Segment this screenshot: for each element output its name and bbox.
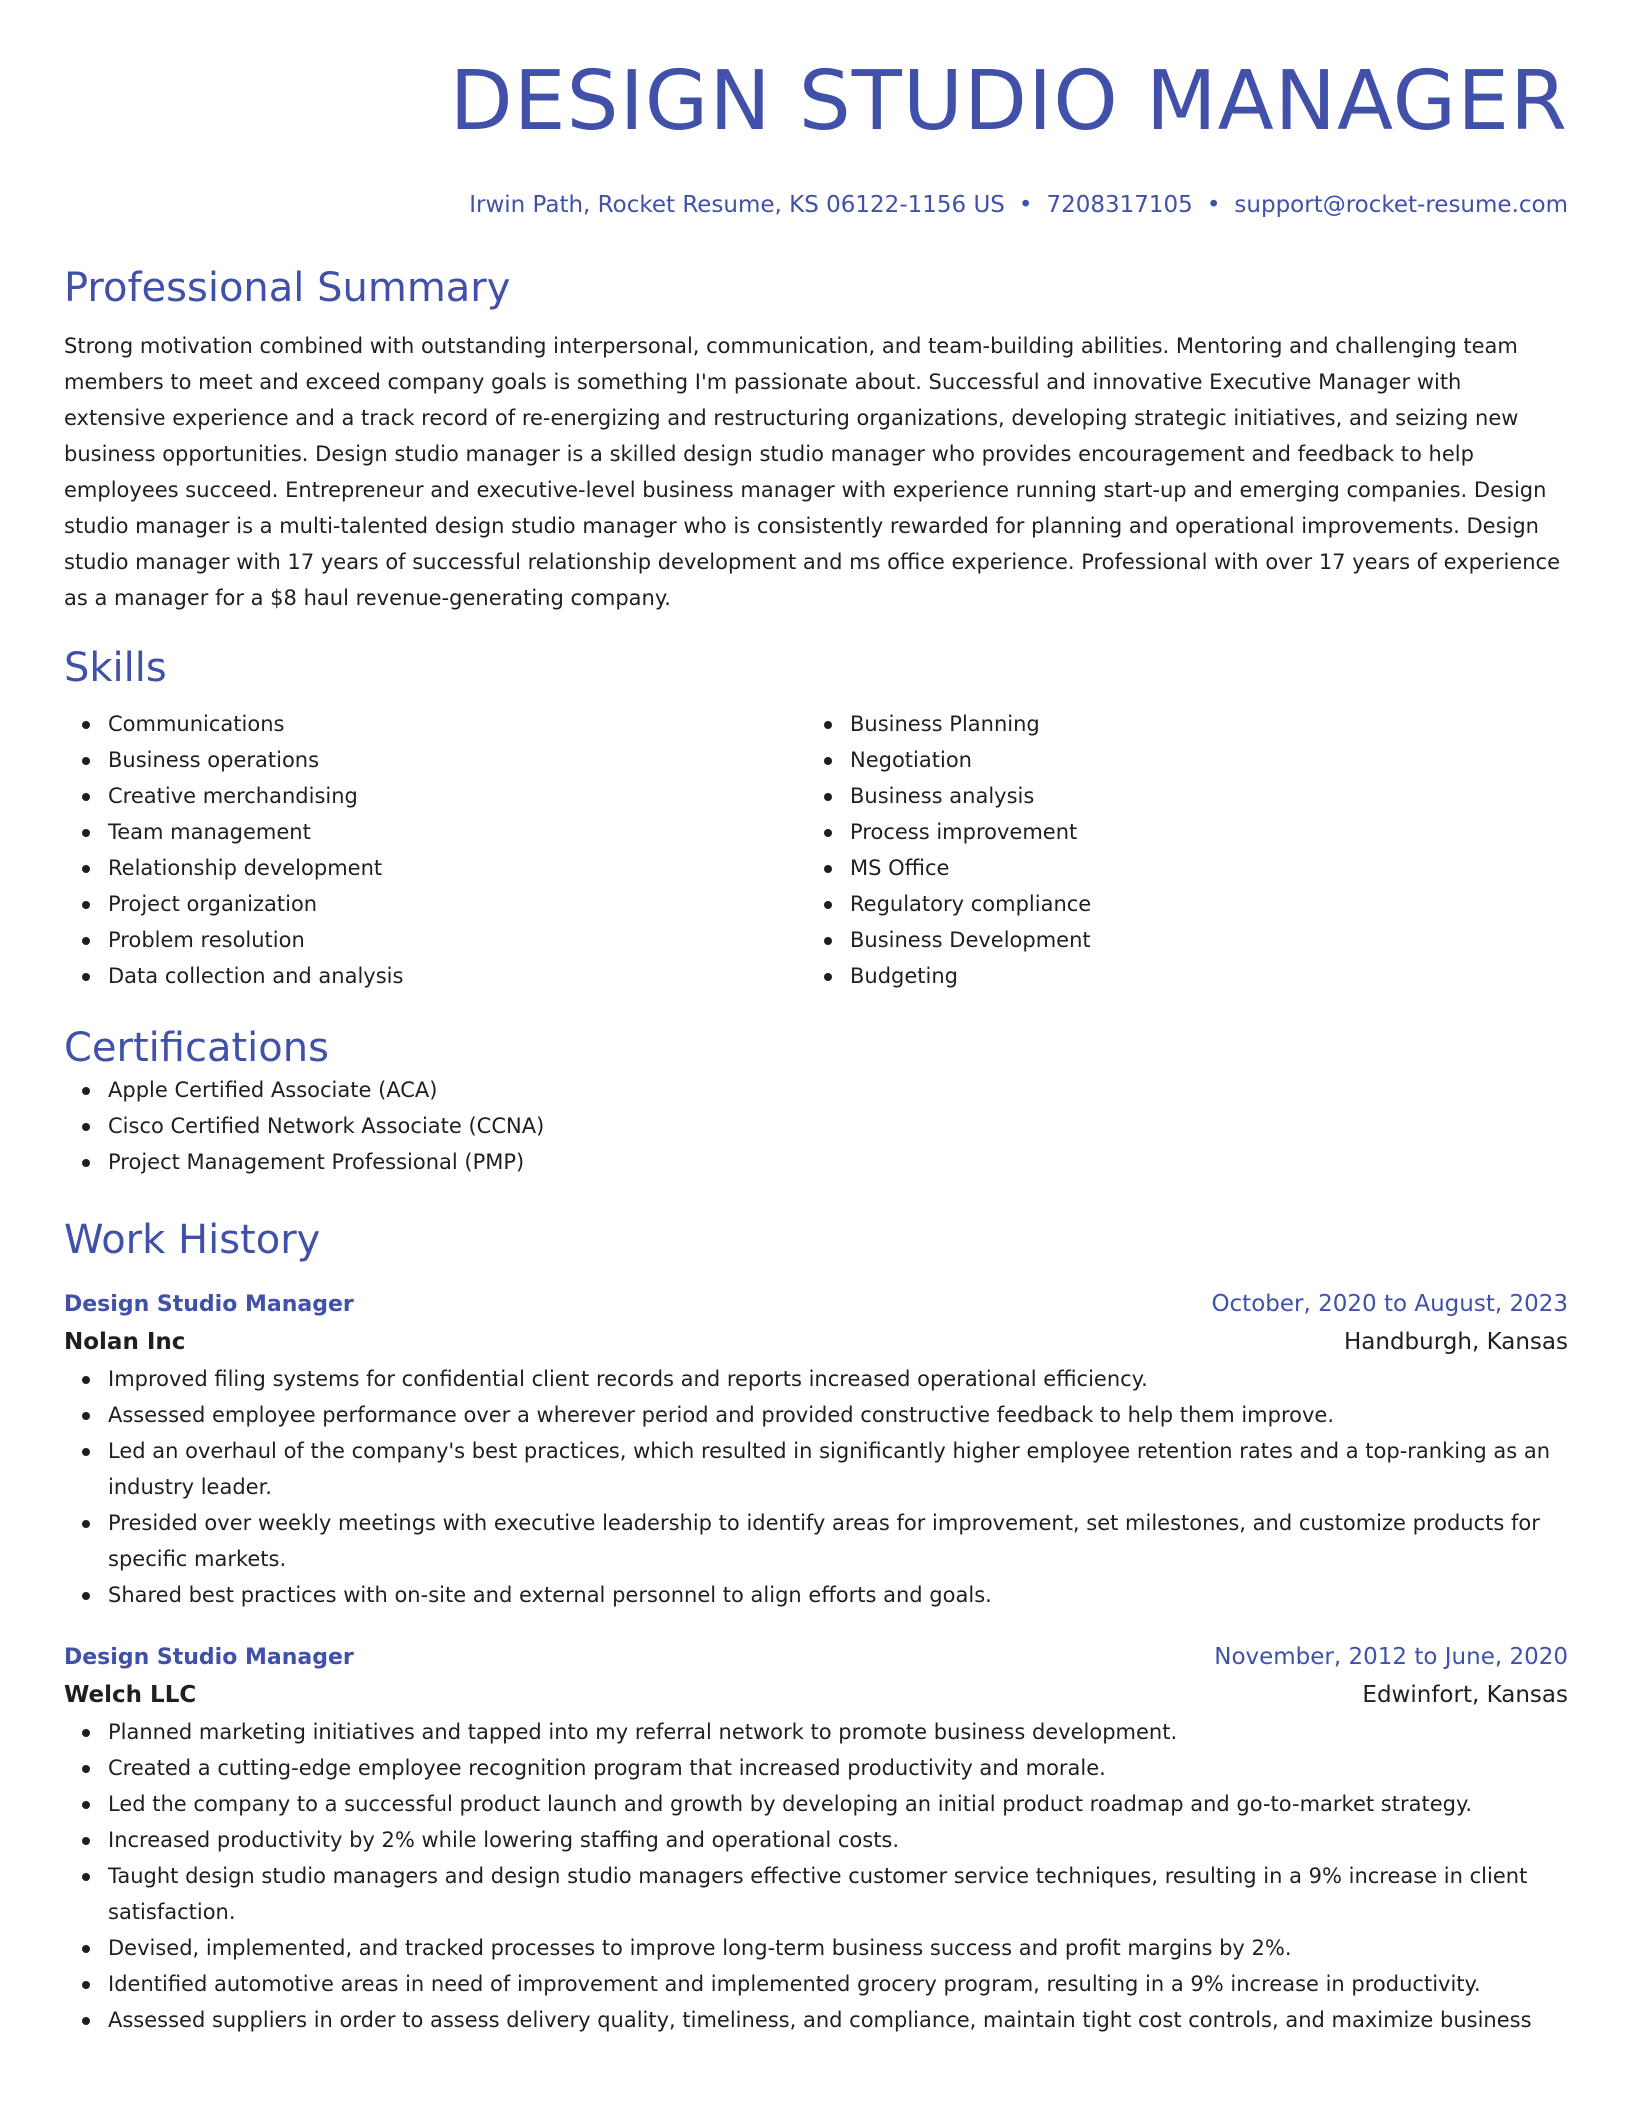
job-company: Welch LLC: [64, 1682, 197, 1708]
job-bullet: Increased productivity by 2% while lowering staffing and operational costs.: [108, 1822, 1568, 1858]
skill-item: Negotiation: [850, 742, 1548, 778]
candidate-title: DESIGN STUDIO MANAGER: [449, 54, 1568, 149]
job-bullet: Taught design studio managers and design studio managers effective customer service techniques, resulting in a 9% increase in client satisfaction.: [108, 1858, 1568, 1930]
job-bullet: Led an overhaul of the company's best practices, which resulted in significantly higher employee retention rates and a top-ranking as an industry leader.: [108, 1433, 1568, 1505]
contact-email[interactable]: support@rocket-resume.com: [1234, 192, 1568, 218]
section-title-work-history: Work History: [64, 1217, 321, 1263]
job-bullet: Shared best practices with on-site and external personnel to align efforts and goals.: [108, 1577, 1568, 1613]
job-bullet: Devised, implemented, and tracked processes to improve long-term business success and profit margins by 2%.: [108, 1930, 1568, 1966]
job-bullet: Presided over weekly meetings with executive leadership to identify areas for improvement, set milestones, and customize products for specific markets.: [108, 1505, 1568, 1577]
job-title: Design Studio Manager: [64, 1292, 354, 1317]
skill-item: Business Development: [850, 922, 1548, 958]
job-bullets: [64, 1361, 1568, 1613]
job-bullet: Led the company to a successful product launch and growth by developing an initial product roadmap and go-to-market strategy.: [108, 1786, 1568, 1822]
contact-address: Irwin Path, Rocket Resume, KS 06122-1156 US: [469, 192, 1005, 218]
job-bullet: Assessed suppliers in order to assess delivery quality, timeliness, and compliance, maintain tight cost controls, and maximize business: [108, 2002, 1568, 2038]
skills-section: [64, 644, 1568, 994]
skills-columns: [64, 706, 1568, 994]
contact-separator: •: [1018, 192, 1033, 218]
skill-item: Business Planning: [850, 706, 1548, 742]
contact-line: [64, 190, 1568, 220]
job-dates: October, 2020 to August, 2023: [1211, 1291, 1568, 1317]
skill-item: Problem resolution: [108, 922, 806, 958]
job-company: Nolan Inc: [64, 1329, 186, 1355]
certification-item: Apple Certified Associate (ACA): [108, 1072, 1568, 1108]
skill-item: Business operations: [108, 742, 806, 778]
work-history-section: [64, 1216, 1568, 2038]
skills-column-right: [806, 706, 1548, 994]
job-company-row: [64, 1676, 1568, 1714]
skill-item: Business analysis: [850, 778, 1548, 814]
job-bullet: Assessed employee performance over a wherever period and provided constructive feedback to help them improve.: [108, 1397, 1568, 1433]
certification-item: Cisco Certified Network Associate (CCNA): [108, 1108, 1568, 1144]
skill-item: Regulatory compliance: [850, 886, 1548, 922]
resume-header: [64, 54, 1568, 220]
contact-separator: •: [1206, 192, 1221, 218]
job-bullets: [64, 1714, 1568, 2038]
skills-list-right: [806, 706, 1548, 994]
job-bullet: Improved filing systems for confidential client records and reports increased operational efficiency.: [108, 1361, 1568, 1397]
skill-item: Budgeting: [850, 958, 1548, 994]
certifications-list: [64, 1072, 1568, 1180]
job-header-row: [64, 1286, 1568, 1323]
skill-item: Data collection and analysis: [108, 958, 806, 994]
job-title: Design Studio Manager: [64, 1645, 354, 1670]
certifications-section: [64, 1024, 1568, 1180]
job-entry: [64, 1639, 1568, 2038]
job-location: Handburgh, Kansas: [1343, 1329, 1568, 1355]
job-header-row: [64, 1639, 1568, 1676]
job-company-row: [64, 1323, 1568, 1361]
summary-section: [64, 264, 1568, 616]
skills-column-left: [64, 706, 806, 994]
skill-item: Creative merchandising: [108, 778, 806, 814]
section-title-skills: Skills: [64, 645, 167, 691]
job-location: Edwinfort, Kansas: [1362, 1682, 1568, 1708]
contact-phone: 7208317105: [1046, 192, 1193, 218]
section-title-certifications: Certifications: [64, 1025, 329, 1071]
skill-item: Project organization: [108, 886, 806, 922]
skill-item: Process improvement: [850, 814, 1548, 850]
skill-item: Communications: [108, 706, 806, 742]
job-bullet: Planned marketing initiatives and tapped into my referral network to promote business development.: [108, 1714, 1568, 1750]
skill-item: MS Office: [850, 850, 1548, 886]
section-title-summary: Professional Summary: [64, 265, 511, 311]
skills-list-left: [64, 706, 806, 994]
job-dates: November, 2012 to June, 2020: [1214, 1644, 1568, 1670]
job-bullet: Created a cutting-edge employee recognition program that increased productivity and morale.: [108, 1750, 1568, 1786]
job-bullet: Identified automotive areas in need of improvement and implemented grocery program, resulting in a 9% increase in productivity.: [108, 1966, 1568, 2002]
skill-item: Team management: [108, 814, 806, 850]
skill-item: Relationship development: [108, 850, 806, 886]
certification-item: Project Management Professional (PMP): [108, 1144, 1568, 1180]
summary-text: Strong motivation combined with outstanding interpersonal, communication, and team-building abilities. Mentoring and challenging team members to meet and exceed company goals is something I'm passionate about. Successful and innovative Executive Manager with extensive experience and a track record of re-energizing and restructuring organizations, developing strategic initiatives, and seizing new business opportunities. Design studio manager is a skilled design studio manager who provides encouragement and feedback to help employees succeed. Entrepreneur and executive-level business manager with experience running start-up and emerging companies. Design studio manager is a multi-talented design studio manager who is consistently rewarded for planning and operational improvements. Design studio manager with 17 years of successful relationship development and ms office experience. Professional with over 17 years of experience as a manager for a $8 haul revenue-generating company.: [64, 334, 1560, 610]
job-entry: [64, 1286, 1568, 1613]
